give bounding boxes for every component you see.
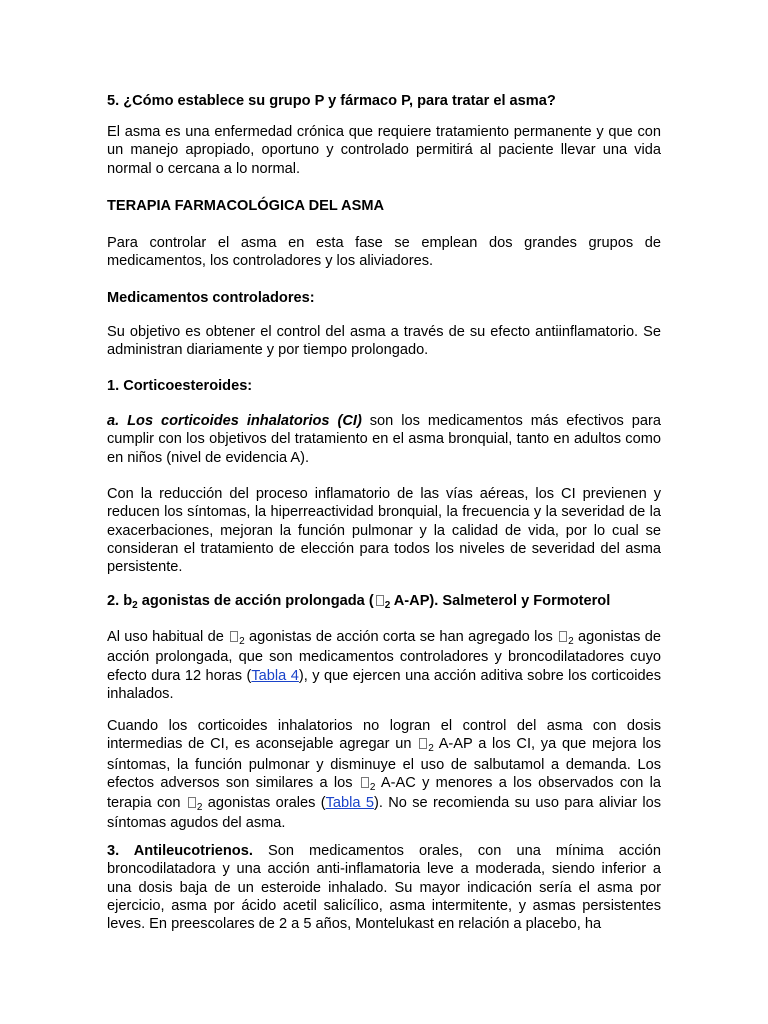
- tabla-5-link[interactable]: Tabla 5: [325, 795, 374, 812]
- tabla-4-link[interactable]: Tabla 4: [251, 667, 299, 684]
- missing-glyph-icon: [419, 738, 427, 749]
- missing-glyph-icon: [376, 595, 384, 606]
- corticoides-inhalatorios-paragraph: [107, 412, 661, 467]
- intro-paragraph: El asma es una enfermedad crónica que requiere tratamiento permanente y que con un manejo apropiado, oportuno y controlado permitirá al paciente llevar una vida normal o cercana a lo normal.: [107, 124, 661, 177]
- missing-glyph-icon: [188, 797, 196, 808]
- corticoesteroides-heading: 1. Corticoesteroides:: [107, 378, 253, 394]
- objetivo-paragraph: Su objetivo es obtener el control del asma a través de su efecto antiinflamatorio. Se administran diariamente y por tiempo prolongado.: [107, 324, 661, 359]
- question-heading: 5. ¿Cómo establece su grupo P y fármaco P, para tratar el asma?: [107, 93, 556, 109]
- grupos-paragraph: Para controlar el asma en esta fase se emplean dos grandes grupos de medicamentos, los controladores y los aliviadores.: [107, 235, 661, 270]
- ci-rest-text: son los medicamentos más efectivos para cumplir con los objetivos del tratamiento en el asma bronquial, tanto en adultos como en niños (nivel de evidencia A).: [107, 413, 661, 466]
- ci-lead-text: a. Los corticoides inhalatorios (CI): [107, 413, 362, 429]
- uso-habitual-paragraph: Al uso habitual de $_2$ agonistas de acción corta se han agregado los $_2$ agonistas de acción prolongada, que son medicamentos controladores y broncodilatadores cuyo efecto dura 12 horas (Tabla 4), y que ejercen una acción aditiva sobre los corticoides inhalados.: [107, 629, 662, 702]
- missing-glyph-icon: [361, 777, 369, 788]
- cuando-paragraph: Cuando los corticoides inhalatorios no logran el control del asma con dosis intermedias de CI, es aconsejable agregar un $_2$ A-AP a los CI, ya que mejora los síntomas, la función pulmonar y disminuye el uso de salbutamol a demanda. Los efectos adversos son similares a los $_2$ A-AC y menores a los observados con la terapia con $_2$ agonistas orales (Tabla 5). No se recomienda su uso para aliviar los síntomas agudos del asma.: [107, 718, 661, 832]
- missing-glyph-icon: [230, 631, 238, 642]
- b2-agonistas-heading: 2. $b_2$ agonistas de acción prolongada ( $_2$ A-AP). Salmeterol y Formoterol: [107, 593, 611, 611]
- antileucotrienos-lead: 3. Antileucotrienos.: [107, 843, 253, 859]
- missing-glyph-icon: [559, 631, 567, 642]
- antileucotrienos-paragraph: 3. Antileucotrienos. Son medicamentos orales, con una mínima acción broncodilatadora y una acción anti-inflamatoria leve a moderada, siendo inferior a una dosis baja de un esteroide inhalado. Su mayor indicación sería el asma por ejercicio, asma por ácido acetil salicílico, asma intermitente, y asmas persistentes leves. En preescolares de 2 a 5 años, Montelukast en relación a placebo, ha: [107, 843, 661, 933]
- reduccion-paragraph: Con la reducción del proceso inflamatorio de las vías aéreas, los CI previenen y reducen los síntomas, la hiperreactividad bronquial, la frecuencia y la severidad de la exacerbaciones, mejoran la función pulmonar y la calidad de vida, por lo cual se consideran el tratamiento de elección para todos los niveles de severidad del asma persistente.: [107, 486, 661, 576]
- controladores-heading: Medicamentos controladores:: [107, 290, 315, 306]
- section-title-terapia: TERAPIA FARMACOLÓGICA DEL ASMA: [107, 198, 385, 214]
